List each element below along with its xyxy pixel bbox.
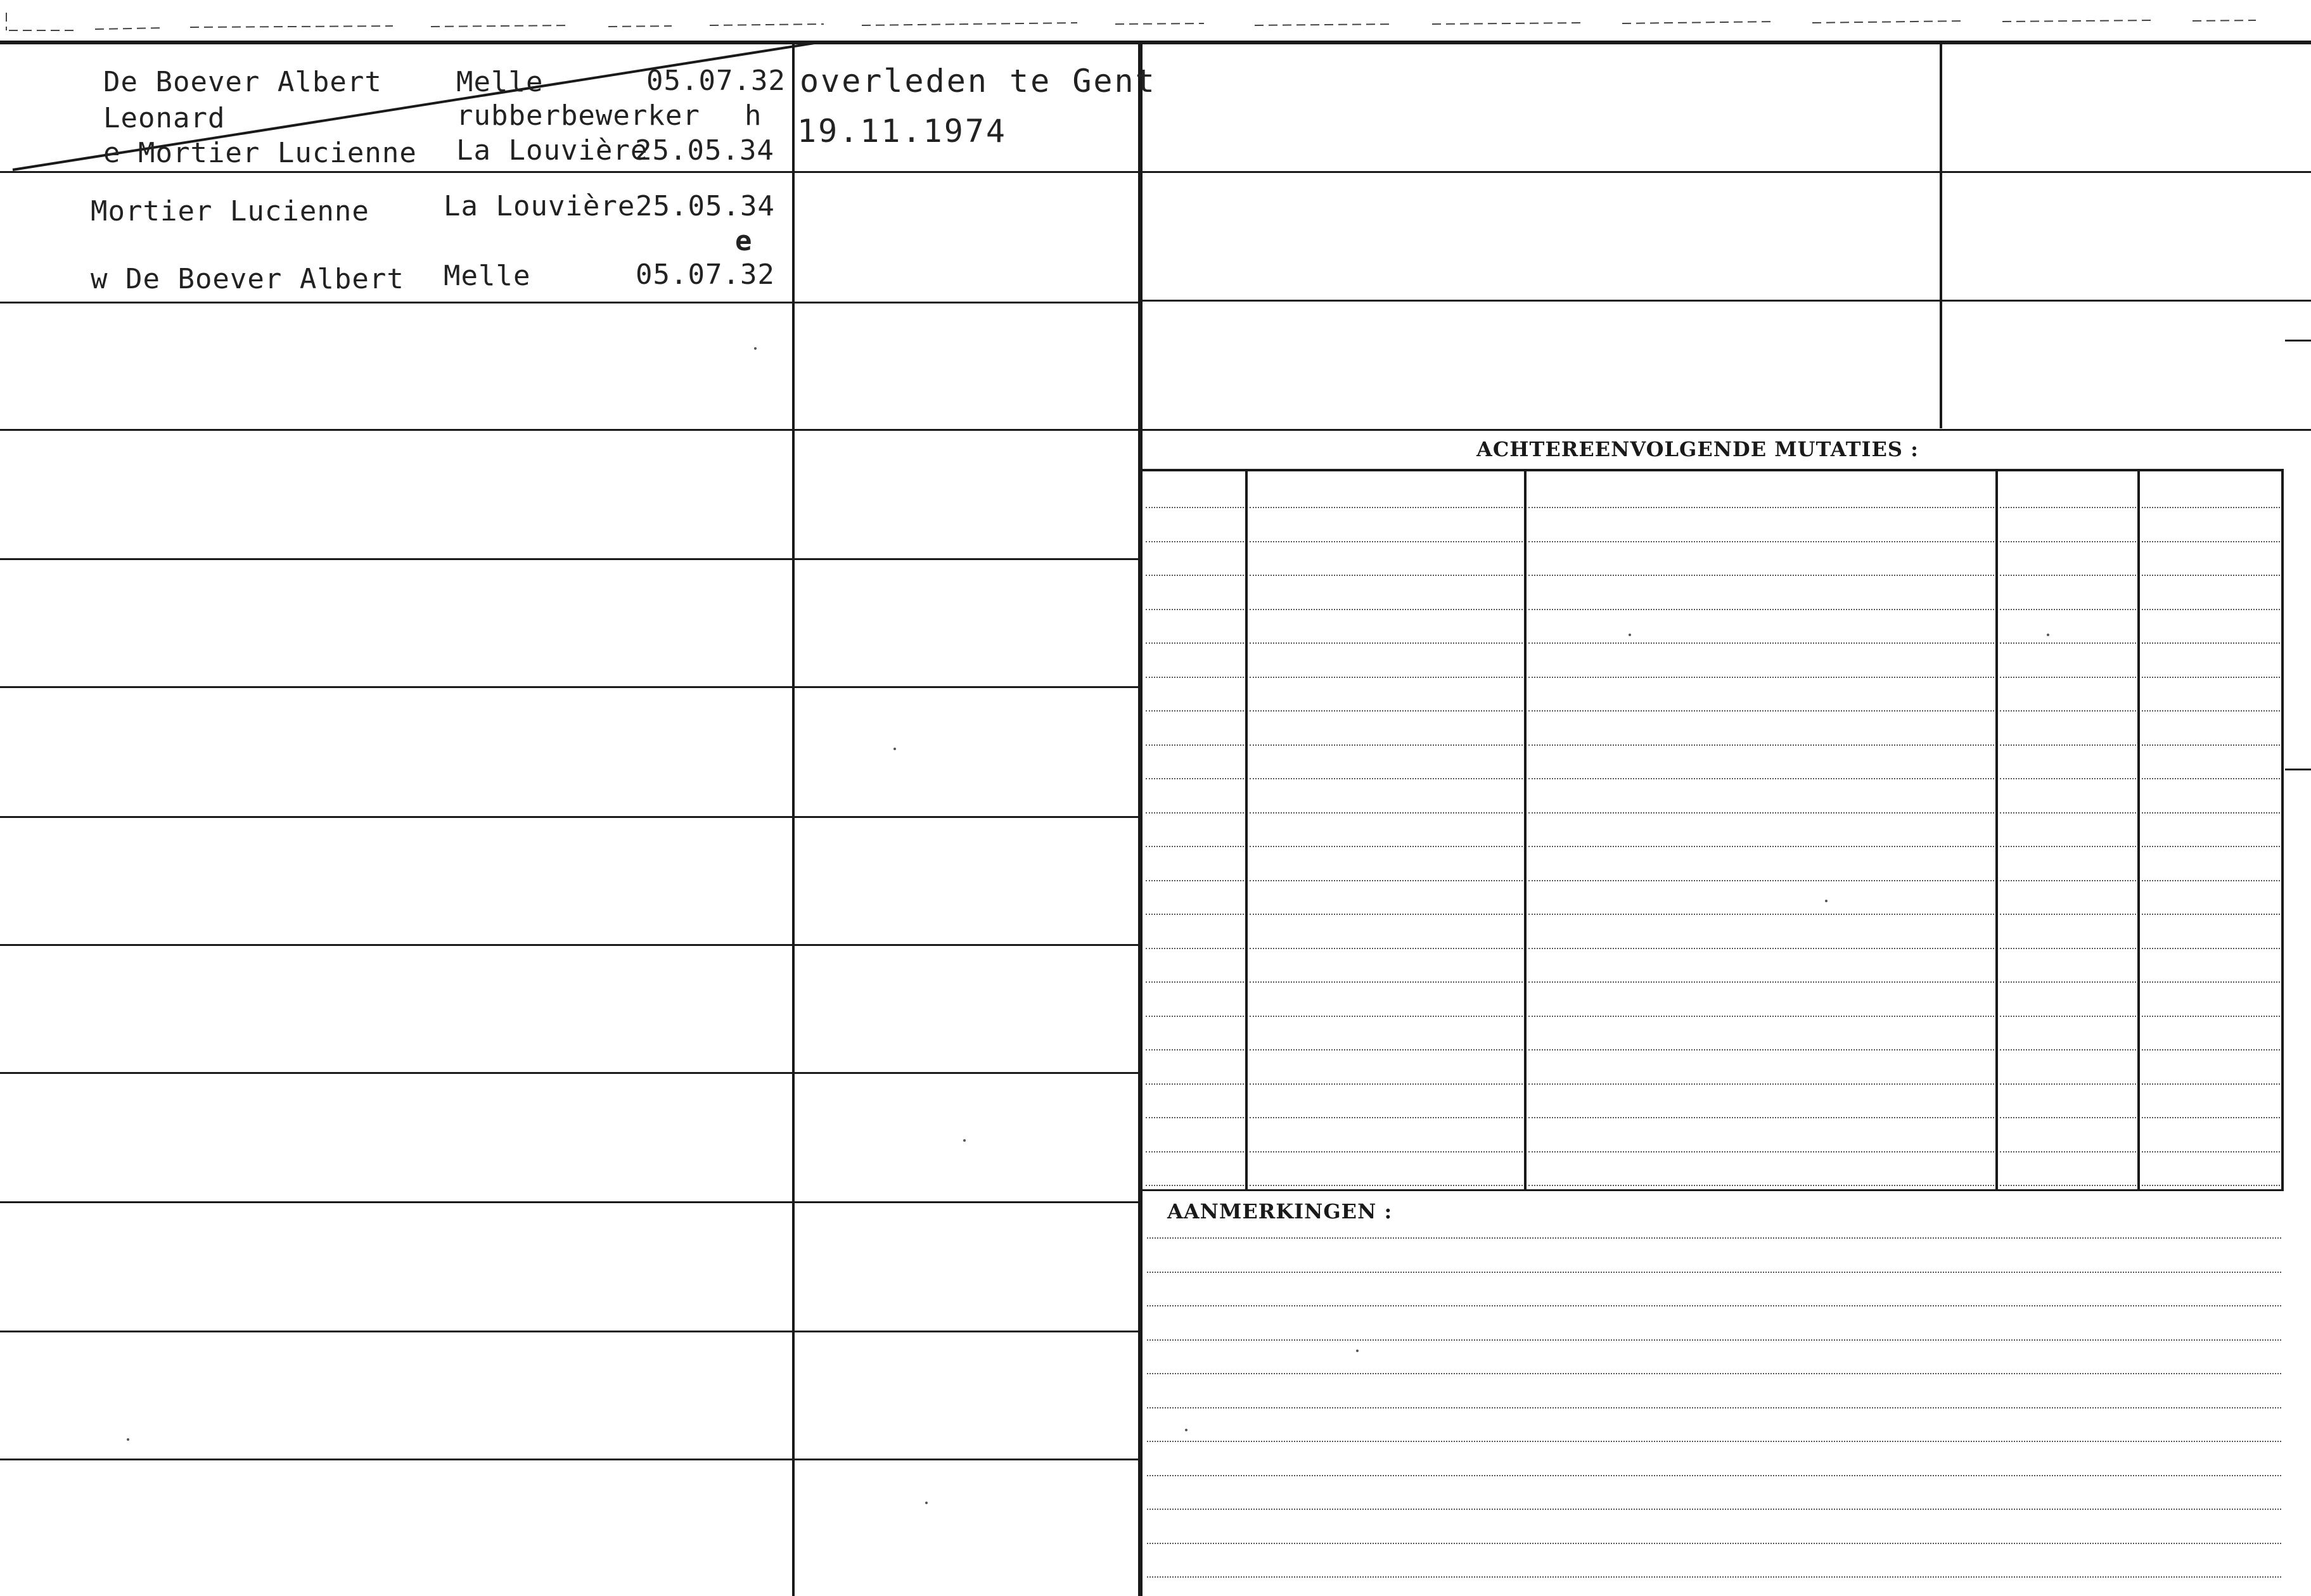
mutation-rule xyxy=(1146,1016,1244,1017)
mutation-rule xyxy=(2000,1151,2136,1152)
mutation-rule xyxy=(1146,507,1244,508)
right-top-divider xyxy=(1940,43,1942,428)
record-2-name-line-1: Mortier Lucienne xyxy=(91,195,369,227)
mutation-rule xyxy=(1250,778,1523,779)
mutation-col xyxy=(1245,470,1248,1191)
mutation-rule xyxy=(2000,1049,2136,1050)
mutation-rule xyxy=(1146,914,1244,915)
right-row-line xyxy=(1141,300,2311,302)
mutation-rule xyxy=(1146,1049,1244,1050)
scan-speck xyxy=(1629,634,1631,636)
mutation-rule xyxy=(1250,880,1523,881)
mutation-rule xyxy=(2142,609,2280,610)
mutation-rule xyxy=(2000,1016,2136,1017)
mutation-rule xyxy=(1528,744,1994,746)
section-divider xyxy=(1138,43,1143,1596)
mutation-rule xyxy=(2142,1117,2280,1118)
mutations-header-line xyxy=(1141,469,2284,471)
mutation-rule xyxy=(1528,1049,1994,1050)
mutation-rule xyxy=(1250,642,1523,644)
row-line xyxy=(0,1331,1141,1332)
mutation-rule xyxy=(1250,846,1523,847)
mutation-rule xyxy=(1528,778,1994,779)
margin-tick xyxy=(2285,769,2311,770)
mutation-rule xyxy=(2142,914,2280,915)
mutation-rule xyxy=(2142,507,2280,508)
mutation-rule xyxy=(1250,744,1523,746)
mutation-rule xyxy=(2142,744,2280,746)
scan-speck xyxy=(963,1139,966,1142)
mutation-rule xyxy=(1146,778,1244,779)
mutation-rule xyxy=(2000,846,2136,847)
scan-speck xyxy=(754,347,757,350)
record-2-place-line-2: Melle xyxy=(444,260,531,292)
mutation-rule xyxy=(1528,575,1994,576)
mutation-rule xyxy=(2142,541,2280,542)
scan-edge-marks xyxy=(0,0,2311,38)
mutation-col xyxy=(2137,470,2140,1191)
remark-rule xyxy=(1147,1237,2281,1239)
mutation-rule xyxy=(1146,1117,1244,1118)
record-1-place-line-3: La Louvière xyxy=(456,134,648,167)
mutation-rule xyxy=(2142,778,2280,779)
remark-rule xyxy=(1147,1441,2281,1442)
mutation-rule xyxy=(2000,642,2136,644)
row-line xyxy=(0,1459,1141,1460)
mutation-rule xyxy=(1250,1016,1523,1017)
mutation-rule xyxy=(1528,1151,1994,1152)
mutation-rule xyxy=(1146,575,1244,576)
mutations-bottom-line xyxy=(1141,1189,2284,1191)
mutation-rule xyxy=(2142,1083,2280,1085)
mutation-rule xyxy=(1146,812,1244,814)
remark-rule xyxy=(1147,1543,2281,1544)
mutation-rule xyxy=(1250,914,1523,915)
mutation-rule xyxy=(1250,507,1523,508)
mutation-rule xyxy=(2142,575,2280,576)
remark-rule xyxy=(1147,1475,2281,1476)
record-1-name-line-1: De Boever Albert xyxy=(103,66,382,98)
mutation-rule xyxy=(1528,1016,1994,1017)
mutation-rule xyxy=(1528,609,1994,610)
mutation-rule xyxy=(1528,1117,1994,1118)
mutation-rule xyxy=(2000,710,2136,712)
mutation-rule xyxy=(2142,1016,2280,1017)
mutation-rule xyxy=(1250,575,1523,576)
record-1-place-line-1: Melle xyxy=(456,66,544,98)
mutation-rule xyxy=(2000,981,2136,983)
mutation-rule xyxy=(1528,1083,1994,1085)
record-2-date-line-2: e xyxy=(735,225,753,257)
record-1-status-line-2: 19.11.1974 xyxy=(797,113,1008,150)
mutation-col xyxy=(1995,470,1998,1191)
mutation-rule xyxy=(1146,1083,1244,1085)
mutation-rule xyxy=(2000,677,2136,678)
mutation-rule xyxy=(2000,507,2136,508)
mutation-rule xyxy=(1146,642,1244,644)
mutation-rule xyxy=(2000,541,2136,542)
record-1-name-line-3: e Mortier Lucienne xyxy=(103,137,417,169)
mutation-rule xyxy=(1250,812,1523,814)
scan-speck xyxy=(127,1438,129,1441)
row-line xyxy=(0,686,1141,688)
mutation-rule xyxy=(1146,710,1244,712)
mutation-rule xyxy=(1250,1117,1523,1118)
mutation-rule xyxy=(1146,846,1244,847)
mutation-rule xyxy=(1528,507,1994,508)
mutation-rule xyxy=(2142,1151,2280,1152)
remark-rule xyxy=(1147,1272,2281,1273)
mutation-rule xyxy=(2000,778,2136,779)
mutation-rule xyxy=(2142,677,2280,678)
record-1-date-line-3: 25.05.34 xyxy=(635,134,774,167)
mutation-rule xyxy=(2142,880,2280,881)
record-1-name-line-2: Leonard xyxy=(103,102,226,134)
record-1-date-line-2: h xyxy=(745,99,762,132)
record-1-status-line-1: overleden te Gent xyxy=(800,63,1156,99)
mutation-col xyxy=(2281,470,2284,1191)
mutation-rule xyxy=(1146,880,1244,881)
status-column-divider xyxy=(792,43,795,1596)
scan-speck xyxy=(1825,900,1828,902)
right-row-line xyxy=(1141,429,2311,431)
scan-speck xyxy=(893,748,896,750)
mutation-rule xyxy=(2142,1185,2280,1186)
mutation-rule xyxy=(2142,846,2280,847)
mutation-rule xyxy=(1146,981,1244,983)
mutation-rule xyxy=(2000,744,2136,746)
record-2-date-line-1: 25.05.34 xyxy=(636,190,775,222)
mutation-rule xyxy=(1250,609,1523,610)
mutation-rule xyxy=(1528,880,1994,881)
mutation-rule xyxy=(1146,541,1244,542)
mutation-rule xyxy=(2000,880,2136,881)
mutation-rule xyxy=(1528,1185,1994,1186)
mutation-rule xyxy=(1146,1151,1244,1152)
mutation-rule xyxy=(2000,812,2136,814)
scan-speck xyxy=(925,1502,928,1504)
mutation-rule xyxy=(1528,710,1994,712)
remark-rule xyxy=(1147,1373,2281,1374)
mutation-rule xyxy=(1250,677,1523,678)
mutation-rule xyxy=(1250,541,1523,542)
row-line xyxy=(0,558,1141,560)
mutation-rule xyxy=(1528,981,1994,983)
scan-speck xyxy=(2047,634,2049,636)
mutation-rule xyxy=(2000,1083,2136,1085)
remark-rule xyxy=(1147,1576,2281,1578)
row-line xyxy=(0,944,1141,946)
mutation-rule xyxy=(1250,1083,1523,1085)
mutation-rule xyxy=(1528,948,1994,949)
mutation-rule xyxy=(2000,1185,2136,1186)
mutation-rule xyxy=(1528,677,1994,678)
mutation-rule xyxy=(1250,1151,1523,1152)
row-line xyxy=(0,302,1141,303)
record-2-place-line-1: La Louvière xyxy=(444,190,636,222)
mutation-rule xyxy=(2000,1117,2136,1118)
mutation-rule xyxy=(2142,1049,2280,1050)
remark-rule xyxy=(1147,1509,2281,1510)
mutation-rule xyxy=(2000,609,2136,610)
mutation-rule xyxy=(1528,846,1994,847)
scan-speck xyxy=(1356,1350,1359,1352)
record-2-name-line-2: w De Boever Albert xyxy=(91,263,404,295)
mutation-rule xyxy=(1528,541,1994,542)
record-2-date-line-3: 05.07.32 xyxy=(636,259,775,291)
mutations-heading: ACHTEREENVOLGENDE MUTATIES : xyxy=(1476,437,1919,461)
remark-rule xyxy=(1147,1407,2281,1408)
remark-rule xyxy=(1147,1339,2281,1341)
record-1-date-line-1: 05.07.32 xyxy=(646,65,786,97)
row-line xyxy=(0,1072,1141,1074)
mutation-rule xyxy=(2000,914,2136,915)
record-1-place-line-2: rubberbewerker xyxy=(456,99,700,132)
row-line xyxy=(0,429,1141,431)
mutation-rule xyxy=(2000,948,2136,949)
mutation-rule xyxy=(1250,981,1523,983)
mutation-rule xyxy=(1250,1049,1523,1050)
mutation-rule xyxy=(2142,948,2280,949)
mutation-rule xyxy=(2142,981,2280,983)
row-line xyxy=(0,1201,1141,1203)
right-row-line xyxy=(1141,171,2311,173)
scan-speck xyxy=(1185,1429,1188,1431)
mutation-rule xyxy=(2142,710,2280,712)
margin-tick xyxy=(2285,340,2311,342)
mutation-rule xyxy=(1250,1185,1523,1186)
mutation-rule xyxy=(1146,609,1244,610)
mutation-col xyxy=(1524,470,1527,1191)
row-line xyxy=(0,816,1141,818)
mutation-rule xyxy=(1146,948,1244,949)
remarks-heading: AANMERKINGEN : xyxy=(1167,1199,1393,1223)
mutation-rule xyxy=(2000,575,2136,576)
mutation-rule xyxy=(1528,642,1994,644)
remark-rule xyxy=(1147,1305,2281,1306)
mutation-rule xyxy=(1146,1185,1244,1186)
mutation-rule xyxy=(1528,914,1994,915)
mutation-rule xyxy=(1250,948,1523,949)
mutation-rule xyxy=(1528,812,1994,814)
mutation-rule xyxy=(2142,642,2280,644)
mutation-rule xyxy=(2142,812,2280,814)
mutation-rule xyxy=(1146,744,1244,746)
mutation-rule xyxy=(1250,710,1523,712)
mutation-rule xyxy=(1146,677,1244,678)
